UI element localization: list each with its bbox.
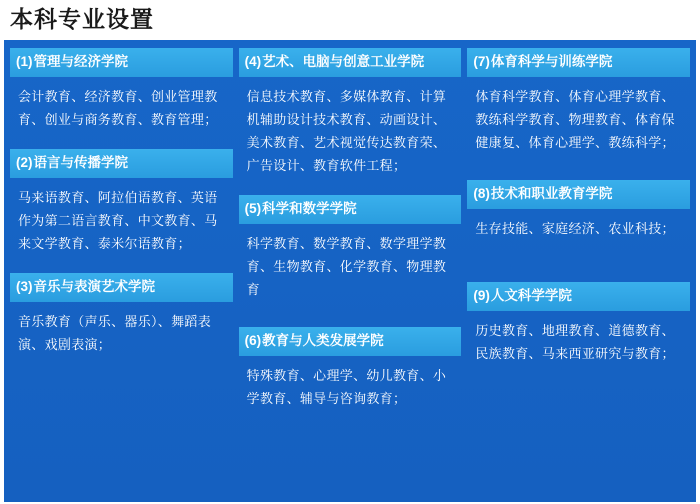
card-body: 生存技能、家庭经济、农业科技； <box>475 221 675 236</box>
card-number: (4) <box>244 54 262 69</box>
card-number: (8) <box>473 186 490 201</box>
card-body: 体育科学教育、体育心理学教育、教练科学教育、物理教育、体育保健康复、体育心理学、教练科学； <box>475 89 675 150</box>
program-card[interactable] <box>467 282 690 371</box>
card-body: 马来语教育、阿拉伯语教育、英语作为第二语言教育、中文教育、马来文学教育、泰米尔语教育； <box>18 190 218 251</box>
card-title: 管理与经济学院 <box>33 54 128 69</box>
program-card[interactable] <box>10 149 233 261</box>
card-heading <box>239 327 462 356</box>
card-heading <box>467 48 690 77</box>
card-number: (1) <box>16 54 33 69</box>
card-heading <box>10 48 233 77</box>
program-card[interactable] <box>10 273 233 362</box>
column-2 <box>239 48 462 502</box>
card-body: 特殊教育、心理学、幼儿教育、小学教育、辅导与咨询教育； <box>246 368 447 406</box>
card-heading <box>10 149 233 178</box>
card-title: 体育科学与训练学院 <box>490 54 613 69</box>
card-title: 人文科学学院 <box>490 288 572 303</box>
program-card[interactable] <box>10 48 233 137</box>
program-card[interactable] <box>239 327 462 416</box>
program-card[interactable] <box>467 48 690 160</box>
card-number: (3) <box>16 279 33 294</box>
card-heading <box>239 48 462 77</box>
card-number: (7) <box>473 54 490 69</box>
card-title: 艺术、电脑与创意工业学院 <box>262 54 425 69</box>
card-body: 音乐教育（声乐、器乐）、舞蹈表演、戏剧表演； <box>18 314 212 352</box>
card-number: (6) <box>244 333 262 348</box>
card-title: 技术和职业教育学院 <box>490 186 613 201</box>
card-number: (2) <box>16 155 33 170</box>
card-title: 语言与传播学院 <box>33 155 128 170</box>
spacer <box>239 313 462 327</box>
card-title: 科学和数学学院 <box>262 201 357 216</box>
card-body: 科学教育、数学教育、数学理学教育、生物教育、化学教育、物理教育 <box>246 236 447 297</box>
card-body: 会计教育、经济教育、创业管理教育、创业与商务教育、教育管理； <box>18 89 218 127</box>
card-heading <box>10 273 233 302</box>
page-title: 本科专业设置 <box>10 6 154 32</box>
card-number: (5) <box>244 201 262 216</box>
spacer <box>467 166 690 180</box>
card-heading <box>467 180 690 209</box>
card-title: 音乐与表演艺术学院 <box>33 279 155 294</box>
programs-board <box>4 40 696 502</box>
program-card[interactable] <box>239 195 462 307</box>
card-body: 历史教育、地理教育、道德教育、民族教育、马来西亚研究与教育； <box>475 323 675 361</box>
program-card[interactable] <box>239 48 462 183</box>
card-title: 教育与人类发展学院 <box>262 333 384 348</box>
card-body: 信息技术教育、多媒体教育、计算机辅助设计技术教育、动画设计、美术教育、艺术视觉传达教育荣、广告设计、教育软件工程； <box>246 89 447 173</box>
card-heading <box>467 282 690 311</box>
column-1 <box>10 48 233 502</box>
column-3 <box>467 48 690 502</box>
card-heading <box>239 195 462 224</box>
spacer <box>467 252 690 282</box>
program-card[interactable] <box>467 180 690 246</box>
card-number: (9) <box>473 288 490 303</box>
